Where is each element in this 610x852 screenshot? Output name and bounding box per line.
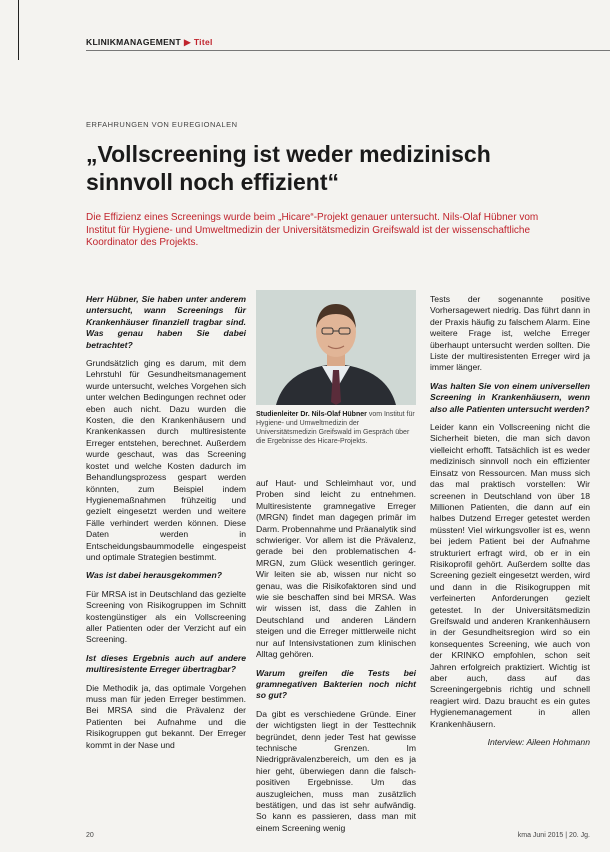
interview-answer: Tests der sogenannte positive Vorhersagewert niedrig. Das führt dann in der Praxis häufig zu falschem Alarm. Eine weitere Frage ist, welche Erreger überhaupt untersucht werden sollten. Die Liste der multiresistenten Erreger wird ja immer länger. <box>430 294 590 373</box>
portrait-photo <box>256 290 416 405</box>
page-number: 20 <box>86 832 94 839</box>
portrait-illustration <box>256 290 416 405</box>
text-column-2 <box>256 478 416 841</box>
journal-issue: kma Juni 2015 | 20. Jg. <box>517 832 590 839</box>
article-kicker: ERFAHRUNGEN VON EUREGIONALEN <box>86 120 238 129</box>
interview-question: Was halten Sie von einem universellen Screening in Krankenhäusern, wenn also alle Patienten untersucht werden? <box>430 380 590 414</box>
photo-caption <box>256 410 416 446</box>
text-column-1 <box>86 294 246 758</box>
triangle-right-icon: ▶ <box>184 37 191 47</box>
interview-question: Was ist dabei herausgekommen? <box>86 570 222 581</box>
subsection-label: Titel <box>193 37 213 47</box>
interview-answer: Die Methodik ja, das optimale Vorgehen muss man für jeden Erreger bestimmen. Bei MRSA sind die Prävalenz der Patienten bei Aufnahme und die Risikogruppen gut bekannt. Der Erreger kommt in der Nase und <box>86 682 246 750</box>
interview-question: Warum greifen die Tests bei gramnegativen Bakterien noch nicht so gut? <box>256 667 416 701</box>
interview-question: Ist dieses Ergebnis auch auf andere multiresistente Erreger übertragbar? <box>86 652 246 675</box>
article-title: „Vollscreening ist weder medizinisch sinnvoll noch effizient“ <box>86 141 491 195</box>
article-lead: Die Effizienz eines Screenings wurde beim „Hicare“-Projekt genauer untersucht. Nils-Olaf Hübner vom Institut für Hygiene- und Umweltmedizin der Universitätsmedizin Greifswald ist der wissenschaftliche Koordinator des Projekts. <box>86 212 539 248</box>
interview-answer: Für MRSA ist in Deutschland das gezielte Screening von Risikogruppen im Schnitt kostengünstiger als ein Vollscreening aller Patienten oder der Verzicht auf ein Screening. <box>86 588 246 645</box>
header-divider <box>86 50 610 51</box>
text-column-3 <box>430 294 590 755</box>
caption-name: Studienleiter Dr. Nils-Olaf Hübner <box>256 411 367 418</box>
section-header <box>86 37 213 48</box>
interview-answer: Grundsätzlich ging es darum, mit dem Lehrstuhl für Gesundheitsmanagement wurde untersucht, welches Vorgehen sich unter welchen Bedingungen rechnet oder eben auch nicht. Dazu wurden die Kosten, die den Krankenhäusern und Krankenkassen durch multiresistente Erreger entstehen, berechnet. Außerdem wurde geschaut, was das Screening kostet und welche Kosten dadurch im Behandlungsprozess gespart werden könnten, zum Beispiel indem Hygienemaßnahmen frühzeitig und gezielt eingesetzt werden und weitere Fälle verhindert werden können. Diese Daten werden in Entscheidungsbaummodelle eingespeist und optimale Strategien bestimmt. <box>86 358 246 562</box>
interview-answer: Leider kann ein Vollscreening nicht die Sicherheit bieten, die man sich davon vielleicht erhofft. Tatsächlich ist es weder medizinisch sinnvoll noch ein effizienter Einsatz von Ressourcen. Man muss sich das mal praktisch vorstellen: Wir screenen in Deutschland von über 18 Millionen Patienten, die dann auf ein halbes Dutzend Erreger getestet werden müssten! Viel wirkungsvoller ist es, wenn bei jedem Patient bei der Aufnahme strukturiert erfragt wird, ob er in ein Risikoprofil gehört. Außerdem sollte das Screening gezielt eingesetzt werden, wird und dann in die Risikogruppen mit verfeinerten Anforderungen gezielt getestet. In der Universitätsmedizin Greifswald und anderen Krankenhäusern in der Gesundheitsregion wird so ein konsequentes Screening, wie auch von der KRINKO empfohlen, schon seit Jahren erfolgreich praktiziert. Wichtig ist aber auch, dass auf das Screeningergebnis richtig und schnell reagiert wird. Dazu braucht es ein gutes Hygienemanagement in allen Krankenhäusern. <box>430 422 590 729</box>
interview-signature: Interview: Aileen Hohmann <box>487 737 590 748</box>
caption-text: vom Institut für Hygiene- und Umweltmedizin der Universitätsmedizin Greifswald im Gespräch über die Ergebnisse des Hicare-Projekts. <box>256 411 415 445</box>
section-label: KLINIKMANAGEMENT <box>86 37 181 47</box>
interview-question: Herr Hübner, Sie haben unter anderem untersucht, wann Screenings für Krankenhäuser finanziell tragbar sind. Was genau haben Sie dabei betrachtet? <box>86 294 246 350</box>
interview-answer: auf Haut- und Schleimhaut vor, und Proben sind leicht zu entnehmen. Multiresistente gramnegative Erreger (MRGN) findet man dagegen primär im Darm. Probennahme und Präanalytik sind schwieriger. Vor allem ist die Prävalenz, gerade bei den problematischen 4-MRGN, zum Glück wesentlich geringer. Wir leiten sie ab, wissen nur nicht so genau, was die Risikofaktoren sind und wie sie beschaffen sind bei MRSA. Was wir wissen ist, dass die Zahlen in Deutschland und anderen Ländern steigen und die Erreger mittlerweile nicht nur auf Intensivstationen zum klinischen Alltag gehören. <box>256 478 416 660</box>
interview-answer: Da gibt es verschiedene Gründe. Einer der wichtigsten liegt in der Testtechnik begründet, denn jeder Test hat gewisse technische Grenzen. Im Niedrigprävalenzbereich, um den es ja hier geht, überwiegen dann die falsch-positiven Ergebnisse. Um das auszugleichen, muss man zusätzlich bestätigen, und das ist sehr aufwändig. So kann es passieren, dass man mit einem Screening wenig <box>256 708 416 833</box>
binding-rule <box>18 0 19 60</box>
